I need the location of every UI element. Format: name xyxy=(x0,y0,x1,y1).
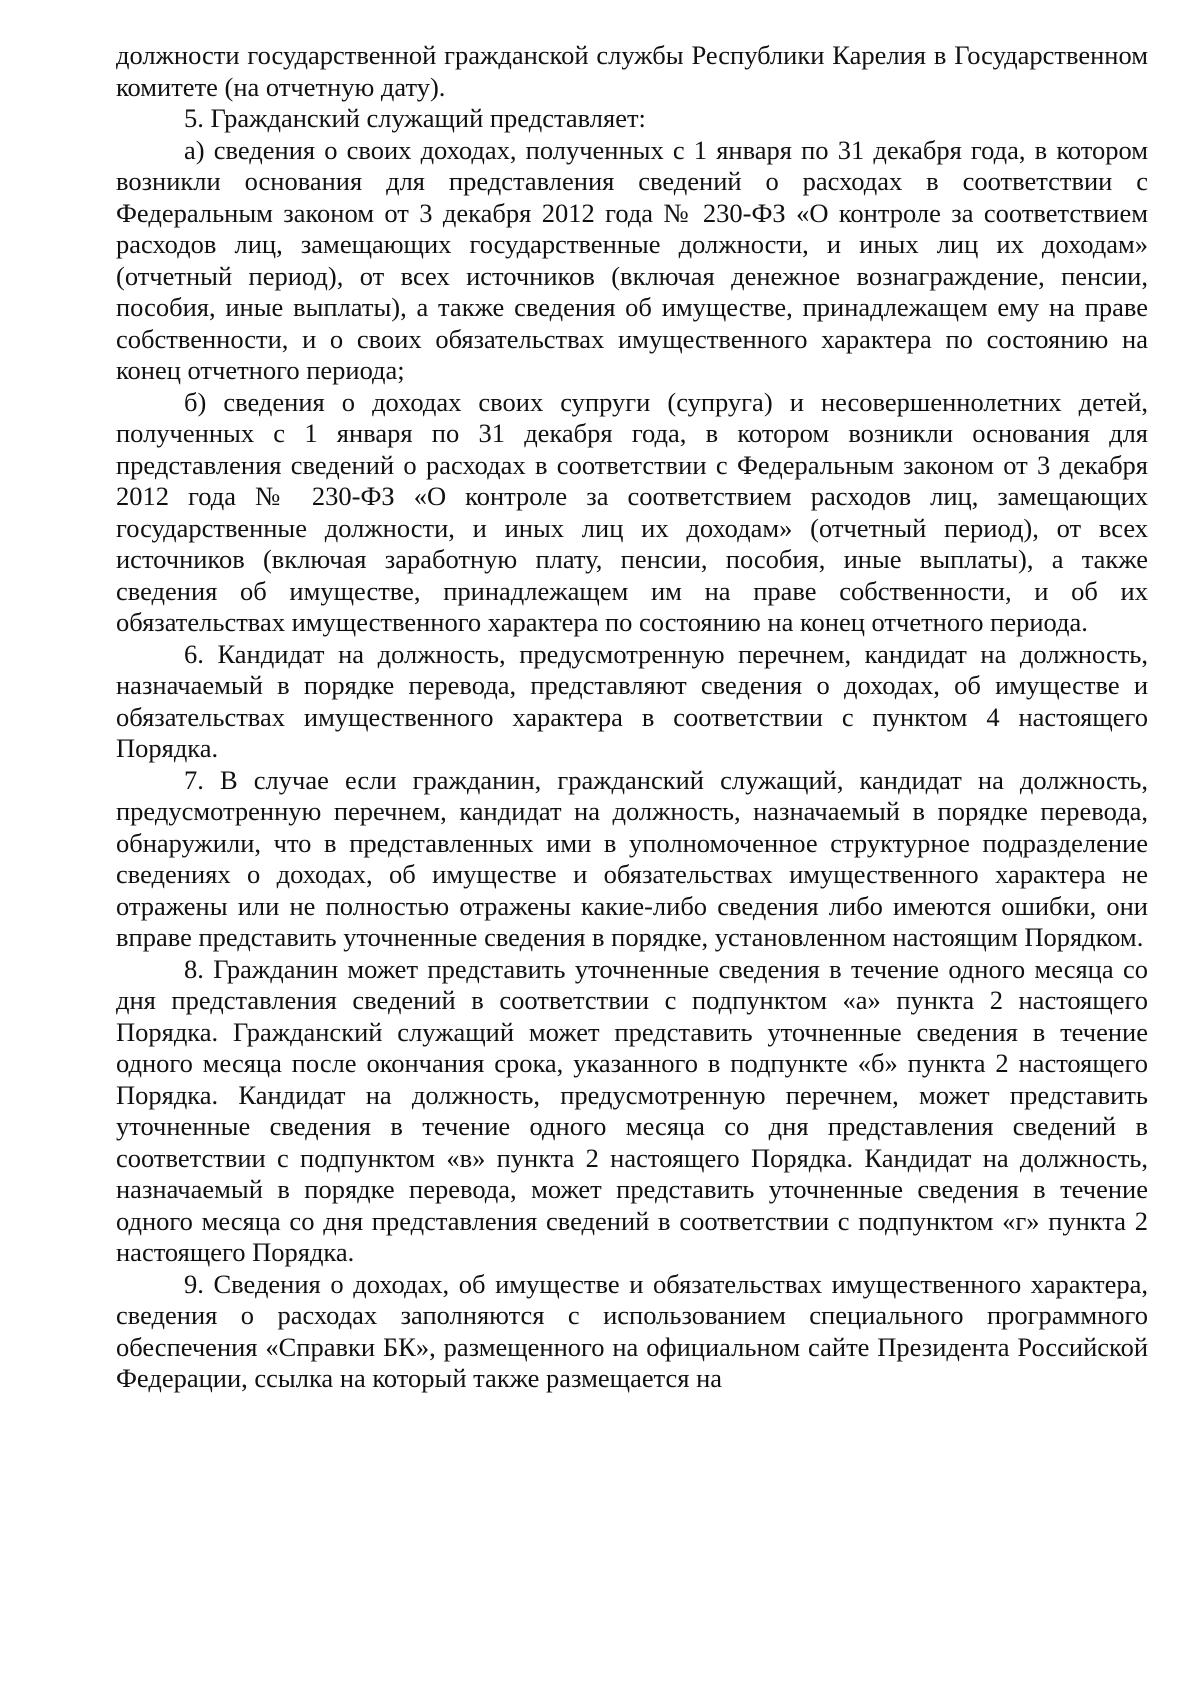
document-page xyxy=(116,40,1148,1395)
paragraph-5b: б) сведения о доходах своих супруги (супруга) и несовершеннолетних детей, полученных с 1 января по 31 декабря года, в котором возникли основания для представления сведений о расходах в соответствии с Федеральным законом от 3 декабря 2012 года № 230-ФЗ «О контроле за соответствием расходов лиц, замещающих государственные должности, и иных лиц их доходам» (отчетный период), от всех источников (включая заработную плату, пенсии, пособия, иные выплаты), а также сведения об имуществе, принадлежащем им на праве собственности, и об их обязательствах имущественного характера по состоянию на конец отчетного периода. xyxy=(116,386,1148,637)
paragraph-continuation: должности государственной гражданской службы Республики Карелия в Государственном комитете (на отчетную дату). xyxy=(116,40,1148,102)
paragraph-8: 8. Гражданин может представить уточненные сведения в течение одного месяца со дня представления сведений в соответствии с подпунктом «а» пункта 2 настоящего Порядка. Гражданский служащий может представить уточненные сведения в течение одного месяца после окончания срока, указанного в подпункте «б» пункта 2 настоящего Порядка. Кандидат на должность, предусмотренную перечнем, может представить уточненные сведения в течение одного месяца со дня представления сведений в соответствии с подпунктом «в» пункта 2 настоящего Порядка. Кандидат на должность, назначаемый в порядке перевода, может представить уточненные сведения в течение одного месяца со дня представления сведений в соответствии с подпунктом «г» пункта 2 настоящего Порядка. xyxy=(116,953,1148,1267)
paragraph-9: 9. Сведения о доходах, об имуществе и обязательствах имущественного характера, сведения о расходах заполняются с использованием специального программного обеспечения «Справки БК», размещенного на официальном сайте Президента Российской Федерации, ссылка на который также размещается на xyxy=(116,1268,1148,1393)
paragraph-7: 7. В случае если гражданин, гражданский служащий, кандидат на должность, предусмотренную перечнем, кандидат на должность, назначаемый в порядке перевода, обнаружили, что в представленных ими в уполномоченное структурное подразделение сведениях о доходах, об имуществе и обязательствах имущественного характера не отражены или не полностью отражены какие-либо сведения либо имеются ошибки, они вправе представить уточненные сведения в порядке, установленном настоящим Порядком. xyxy=(116,764,1148,952)
paragraph-5a: а) сведения о своих доходах, полученных с 1 января по 31 декабря года, в котором возникли основания для представления сведений о расходах в соответствии с Федеральным законом от 3 декабря 2012 года № 230-ФЗ «О контроле за соответствием расходов лиц, замещающих государственные должности, и иных лиц их доходам» (отчетный период), от всех источников (включая денежное вознаграждение, пенсии, пособия, иные выплаты), а также сведения об имуществе, принадлежащем ему на праве собственности, и о своих обязательствах имущественного характера по состоянию на конец отчетного периода; xyxy=(116,134,1148,385)
paragraph-5: 5. Гражданский служащий представляет: xyxy=(184,103,646,133)
paragraph-6: 6. Кандидат на должность, предусмотренную перечнем, кандидат на должность, назначаемый в порядке перевода, представляют сведения о доходах, об имуществе и обязательствах имущественного характера в соответствии с пунктом 4 настоящего Порядка. xyxy=(116,638,1148,763)
